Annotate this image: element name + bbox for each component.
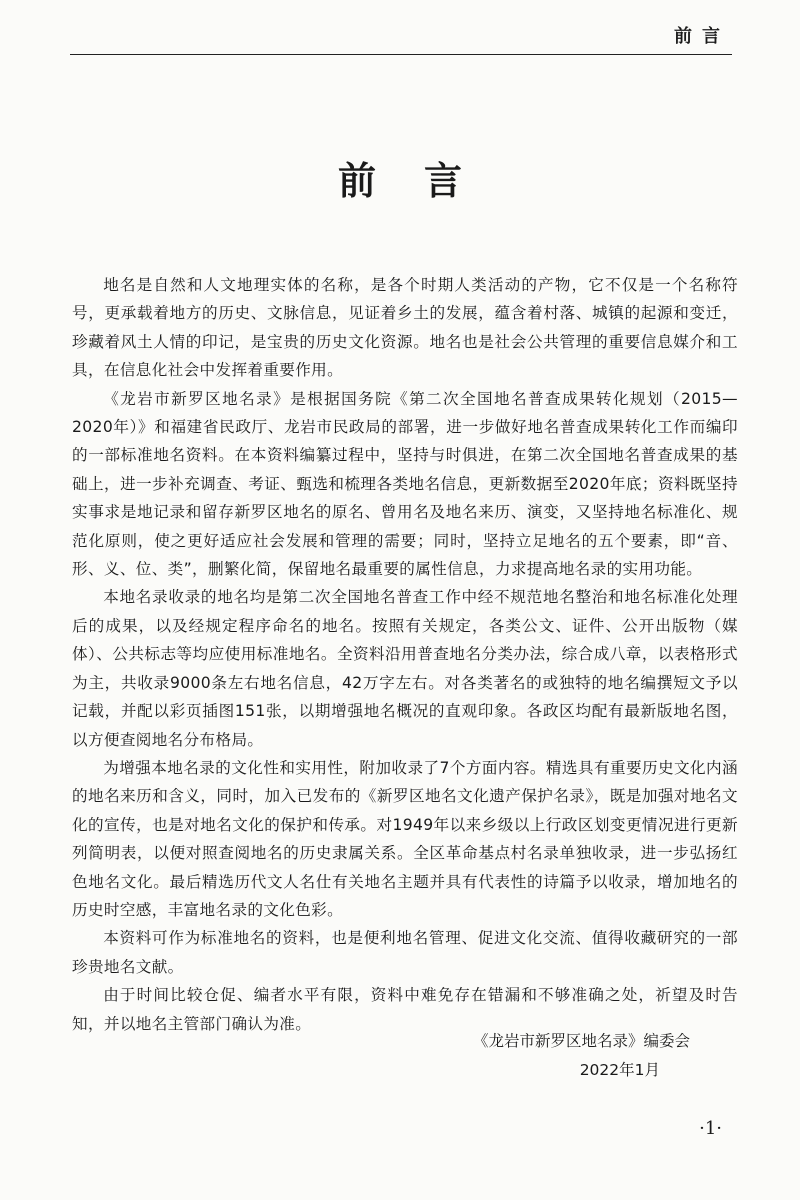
signature-author: 《龙岩市新罗区地名录》编委会 [472, 1032, 690, 1050]
body-text [72, 271, 738, 1038]
page-title: 前言 [337, 159, 510, 203]
paragraph-5: 本资料可作为标准地名的资料，也是便利地名管理、促进文化交流、值得收藏研究的一部珍贵地名文献。 [72, 929, 738, 976]
paragraph-4: 为增强本地名录的文化性和实用性，附加收录了7个方面内容。精选具有重要历史文化内涵的地名来历和含义，同时，加入已发布的《新罗区地名文化遗产保护名录》，既是加强对地名文化的宣传，也是对地名文化的保护和传承。对1949年以来乡级以上行政区划变更情况进行更新列简明表，以便对照查阅地名的历史隶属关系。全区革命基点村名录单独收录，进一步弘扬红色地名文化。最后精选历代文人名仕有关地名主题并具有代表性的诗篇予以收录，增加地名的历史时空感，丰富地名录的文化色彩。 [72, 758, 738, 919]
header-rule [70, 54, 732, 55]
running-header: 前言 [674, 26, 730, 47]
paragraph-3: 本地名录收录的地名均是第二次全国地名普查工作中经不规范地名整治和地名标准化处理后的成果，以及经规定程序命名的地名。按照有关规定，各类公文、证件、公开出版物（媒体）、公共标志等均应使用标准地名。全资料沿用普查地名分类办法，综合成八章，以表格形式为主，共收录9000条左右地名信息，42万字左右。对各类著名的或独特的地名编撰短文予以记载，并配以彩页插图151张，以期增强地名概况的直观印象。各政区均配有最新版地名图，以方便查阅地名分布格局。 [72, 588, 738, 749]
signature-block [473, 1027, 690, 1085]
signature-date: 2022年1月 [579, 1061, 660, 1079]
paragraph-1: 地名是自然和人文地理实体的名称，是各个时期人类活动的产物，它不仅是一个名称符号，更承载着地方的历史、文脉信息，见证着乡土的发展，蕴含着村落、城镇的起源和变迁，珍藏着风土人情的印记，是宝贵的历史文化资源。地名也是社会公共管理的重要信息媒介和工具，在信息化社会中发挥着重要作用。 [72, 276, 738, 380]
paragraph-6: 由于时间比较仓促、编者水平有限，资料中难免存在错漏和不够准确之处，祈望及时告知，并以地名主管部门确认为准。 [72, 986, 738, 1033]
paragraph-2: 《龙岩市新罗区地名录》是根据国务院《第二次全国地名普查成果转化规划（2015—2020年）》和福建省民政厅、龙岩市民政局的部署，进一步做好地名普查成果转化工作而编印的一部标准地名资料。在本资料编纂过程中，坚持与时俱进，在第二次全国地名普查成果的基础上，进一步补充调查、考证、甄选和梳理各类地名信息，更新数据至2020年底；资料既坚持实事求是地记录和留存新罗区地名的原名、曾用名及地名来历、演变，又坚持地名标准化、规范化原则，使之更好适应社会发展和管理的需要；同时，坚持立足地名的五个要素，即“音、形、义、位、类”，删繁化简，保留地名最重要的属性信息，力求提高地名录的实用功能。 [72, 389, 738, 579]
page-number: ·1· [699, 1118, 722, 1139]
